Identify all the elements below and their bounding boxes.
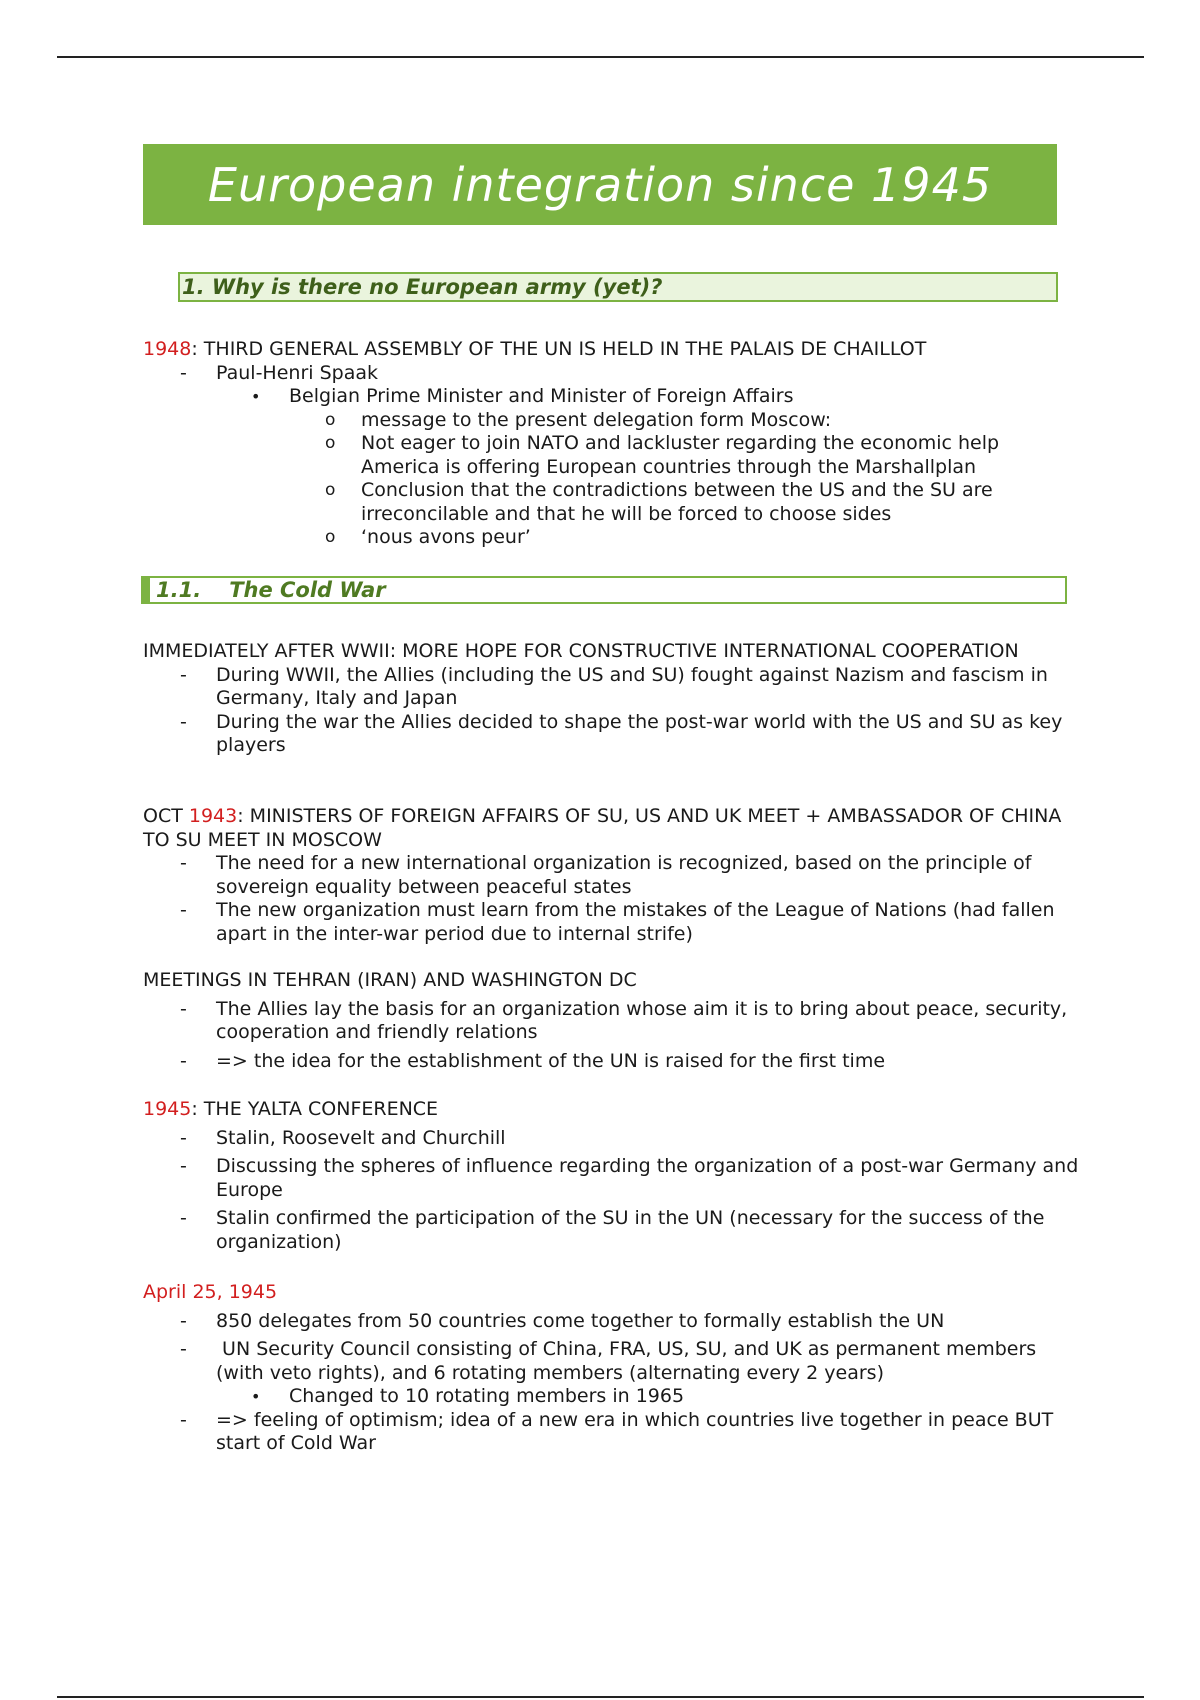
bullet-marker: • bbox=[251, 1387, 261, 1406]
list-item: - => feeling of optimism; idea of a new era in which countries live together in peace BUT start of Cold War bbox=[180, 1408, 1054, 1454]
circle-marker: o bbox=[325, 527, 336, 547]
section-after-wwii bbox=[143, 640, 1083, 758]
list-item: - 850 delegates from 50 countries come together to formally establish the UN bbox=[180, 1309, 945, 1332]
heading-level-1 bbox=[178, 272, 1058, 302]
bullet-list bbox=[143, 1310, 1083, 1456]
dash-marker: - bbox=[180, 1408, 187, 1431]
list-item: - During the war the Allies decided to shape the post-war world with the US and SU as key players bbox=[180, 710, 1063, 756]
section-tehran-washington bbox=[143, 969, 1083, 1073]
dash-marker: - bbox=[180, 852, 187, 874]
year-highlight: 1948 bbox=[143, 338, 192, 360]
list-item: - The need for a new international organization is recognized, based on the principle of sovereign equality between peaceful states bbox=[180, 852, 1032, 898]
list-item: o Conclusion that the contradictions between the US and the SU are irreconcilable and that he will be forced to choose sides bbox=[325, 479, 993, 525]
bullet-list bbox=[143, 1127, 1083, 1255]
heading-level-1-text: 1. Why is there no European army (yet)? bbox=[182, 275, 663, 299]
bullet-list bbox=[143, 998, 1083, 1074]
dash-marker: - bbox=[180, 1309, 187, 1332]
heading-level-2-number: 1.1. bbox=[156, 578, 202, 602]
list-item: • Changed to 10 rotating members in 1965 bbox=[251, 1385, 685, 1407]
bullet-list bbox=[143, 362, 1083, 550]
dash-marker: - bbox=[180, 710, 187, 733]
dash-marker: - bbox=[180, 1338, 187, 1360]
dash-marker: - bbox=[180, 1207, 187, 1229]
footer-rule bbox=[57, 1696, 1144, 1698]
year-highlight: 1943 bbox=[188, 805, 238, 827]
section-april-25-1945 bbox=[143, 1281, 1083, 1456]
section-heading: IMMEDIATELY AFTER WWII: MORE HOPE FOR CONSTRUCTIVE INTERNATIONAL COOPERATION bbox=[143, 640, 1019, 662]
bullet-marker: • bbox=[251, 387, 261, 406]
section-heading: 1945: THE YALTA CONFERENCE bbox=[143, 1098, 439, 1120]
heading-level-2 bbox=[141, 576, 1067, 604]
dash-marker: - bbox=[180, 1049, 187, 1072]
list-item: o message to the present delegation form Moscow: bbox=[325, 408, 832, 431]
year-highlight: 1945 bbox=[143, 1098, 192, 1120]
list-item: - The Allies lay the basis for an organization whose aim it is to bring about peace, security, cooperation and friendly relations bbox=[180, 997, 1068, 1043]
dash-marker: - bbox=[180, 1155, 187, 1177]
list-item: • Belgian Prime Minister and Minister of Foreign Affairs bbox=[251, 385, 794, 407]
heading-level-2-text: The Cold War bbox=[229, 578, 386, 602]
section-heading: 1948: THIRD GENERAL ASSEMBLY OF THE UN IS HELD IN THE PALAIS DE CHAILLOT bbox=[143, 338, 927, 360]
dash-marker: - bbox=[180, 997, 187, 1020]
document-title: European integration since 1945 bbox=[207, 157, 993, 212]
section-date: April 25, 1945 bbox=[143, 1281, 278, 1303]
header-rule bbox=[57, 56, 1144, 58]
section-oct-1943 bbox=[143, 805, 1083, 946]
circle-marker: o bbox=[325, 433, 336, 453]
section-heading: MEETINGS IN TEHRAN (IRAN) AND WASHINGTON DC bbox=[143, 969, 637, 991]
list-item: o ‘nous avons peur’ bbox=[325, 526, 531, 548]
section-heading: OCT 1943: MINISTERS OF FOREIGN AFFAIRS OF SU, US AND UK MEET + AMBASSADOR OF CHINA TO SU MEET IN MOSCOW bbox=[143, 805, 1062, 851]
bullet-list bbox=[143, 664, 1083, 758]
bullet-list bbox=[143, 852, 1083, 946]
dash-marker: - bbox=[180, 899, 187, 921]
list-item: o Not eager to join NATO and lackluster regarding the economic help America is offering European countries through the Marshallplan bbox=[325, 432, 1000, 478]
circle-marker: o bbox=[325, 480, 336, 500]
list-item: - UN Security Council consisting of China, FRA, US, SU, and UK as permanent members (with veto rights), and 6 rotating members (alternating every 2 years) bbox=[180, 1338, 1043, 1384]
document-title-banner bbox=[143, 144, 1057, 225]
dash-marker: - bbox=[180, 1126, 187, 1149]
section-yalta-1945 bbox=[143, 1098, 1083, 1254]
section-1948 bbox=[143, 338, 1083, 550]
list-item: - During WWII, the Allies (including the US and SU) fought against Nazism and fascism in Germany, Italy and Japan bbox=[180, 663, 1048, 709]
dash-marker: - bbox=[180, 361, 187, 384]
list-item: - => the idea for the establishment of the UN is raised for the first time bbox=[180, 1049, 886, 1072]
list-item: - Paul-Henri Spaak bbox=[180, 361, 378, 384]
list-item: - Discussing the spheres of influence regarding the organization of a post-war Germany and Europe bbox=[180, 1155, 1079, 1201]
list-item: - Stalin, Roosevelt and Churchill bbox=[180, 1126, 506, 1149]
list-item: - The new organization must learn from the mistakes of the League of Nations (had fallen apart in the inter-war period due to internal strife) bbox=[180, 899, 1055, 945]
dash-marker: - bbox=[180, 663, 187, 686]
circle-marker: o bbox=[325, 409, 336, 430]
list-item: - Stalin confirmed the participation of the SU in the UN (necessary for the success of the organization) bbox=[180, 1207, 1045, 1253]
